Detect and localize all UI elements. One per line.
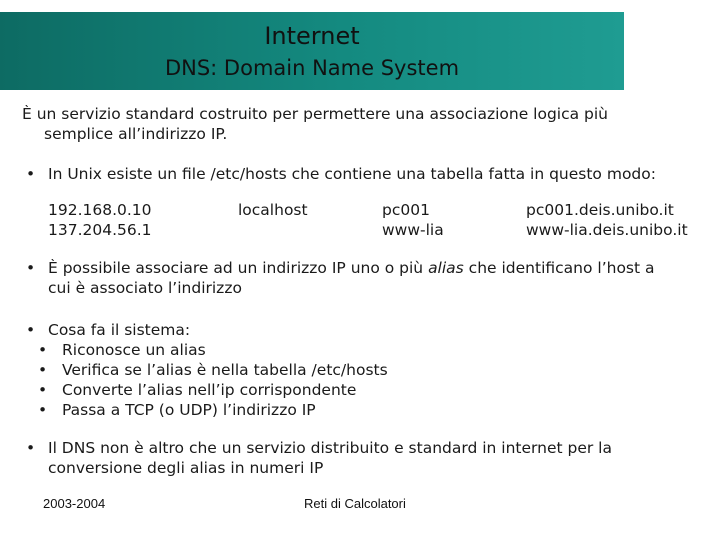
system-step-text: Passa a TCP (o UDP) l’indirizzo IP	[62, 401, 316, 419]
intro-line-1: È un servizio standard costruito per permettere una associazione logica più	[22, 105, 609, 123]
sub-bullet-dot-icon: •	[38, 341, 48, 359]
bullet-hosts-text: In Unix esiste un file /etc/hosts che contiene una tabella fatta in questo modo:	[48, 165, 656, 183]
system-step	[38, 340, 702, 360]
bullet-dns	[22, 438, 702, 478]
system-step	[38, 380, 702, 400]
hosts-cell: 192.168.0.10	[48, 201, 152, 219]
bullet-dot-icon: •	[26, 321, 36, 339]
hosts-cell: pc001	[382, 201, 430, 219]
sub-bullet-dot-icon: •	[38, 361, 48, 379]
hosts-col-alias	[382, 200, 444, 240]
hosts-cell: www-lia.deis.unibo.it	[526, 221, 688, 239]
slide-subtitle: DNS: Domain Name System	[164, 56, 460, 80]
slide-title: Internet	[264, 22, 360, 50]
hosts-cell: www-lia	[382, 221, 444, 239]
bullet-dot-icon: •	[26, 259, 36, 277]
system-step-text: Converte l’alias nell’ip corrispondente	[62, 381, 357, 399]
bullet-alias-line-1	[48, 258, 702, 278]
system-step-text: Verifica se l’alias è nella tabella /etc/hosts	[62, 361, 388, 379]
bullet-dot-icon: •	[26, 439, 36, 457]
intro-line-2: semplice all’indirizzo IP.	[44, 125, 228, 143]
hosts-cell: pc001.deis.unibo.it	[526, 201, 674, 219]
bullet-dns-line-1: Il DNS non è altro che un servizio distribuito e standard in internet per la	[48, 439, 612, 457]
bullet-hosts-file	[22, 164, 702, 184]
hosts-col-ip	[48, 200, 152, 240]
bullet-system-text: Cosa fa il sistema:	[48, 321, 191, 339]
hosts-cell: localhost	[238, 201, 308, 219]
slide-body	[22, 104, 702, 478]
footer-course: Reti di Calcolatori	[304, 496, 406, 511]
alias-text-before: È possibile associare ad un indirizzo IP uno o più	[48, 259, 429, 277]
system-step-text: Riconosce un alias	[62, 341, 206, 359]
footer-year: 2003-2004	[43, 496, 106, 511]
hosts-col-fqdn	[526, 200, 688, 240]
hosts-cell: 137.204.56.1	[48, 221, 152, 239]
sub-bullet-dot-icon: •	[38, 381, 48, 399]
system-step	[38, 400, 702, 420]
system-step	[38, 360, 702, 380]
hosts-table	[22, 200, 702, 240]
bullet-system	[22, 320, 702, 340]
bullet-alias-line-2: cui è associato l’indirizzo	[48, 279, 242, 297]
bullet-dns-line-2: conversione degli alias in numeri IP	[48, 459, 324, 477]
bullet-dot-icon: •	[26, 165, 36, 183]
bullet-alias	[22, 258, 702, 298]
alias-emphasis: alias	[428, 259, 464, 277]
hosts-col-name	[238, 200, 308, 220]
sub-bullet-dot-icon: •	[38, 401, 48, 419]
alias-text-after: che identificano l’host a	[463, 259, 655, 277]
